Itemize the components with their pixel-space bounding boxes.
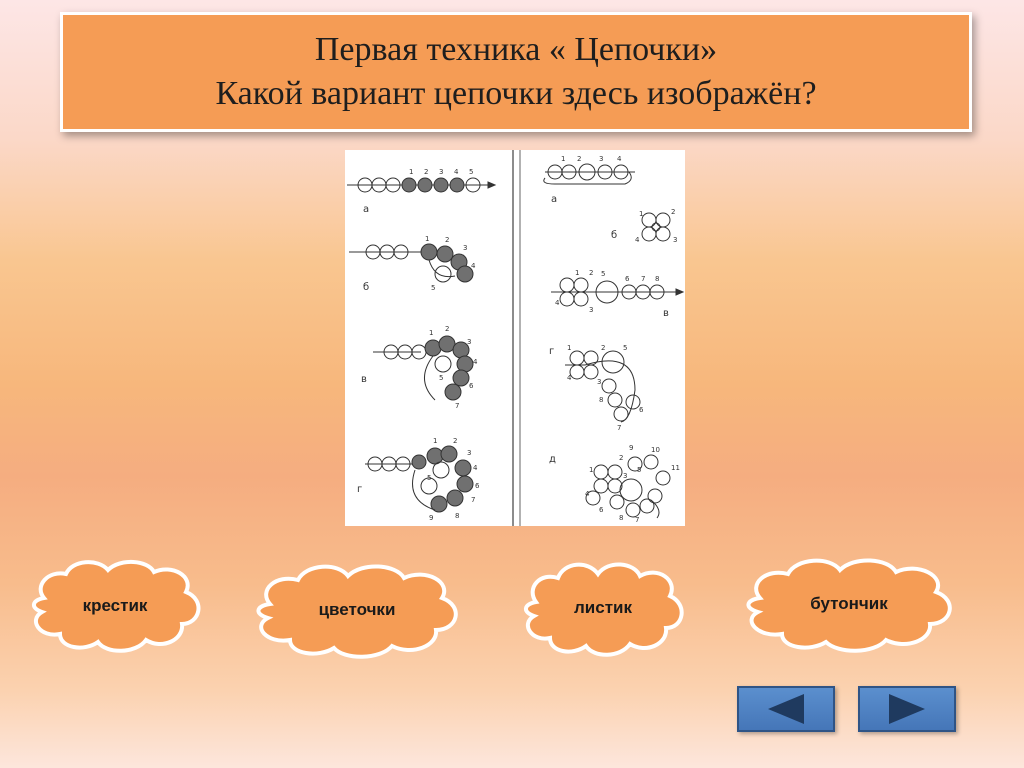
triangle-left-icon (764, 692, 808, 726)
left-row-g-diagram (357, 437, 480, 522)
svg-text:1: 1 (575, 269, 580, 277)
svg-text:а: а (551, 194, 558, 205)
left-a-num-3: 3 (439, 168, 444, 176)
svg-text:3: 3 (673, 236, 678, 244)
svg-text:8: 8 (619, 514, 624, 522)
svg-text:5: 5 (439, 374, 444, 382)
left-v-letter: в (361, 374, 367, 385)
svg-text:3: 3 (599, 155, 604, 163)
svg-text:1: 1 (425, 235, 430, 243)
svg-text:4: 4 (567, 374, 572, 382)
right-row-d-diagram (549, 444, 680, 524)
svg-text:1: 1 (561, 155, 566, 163)
svg-text:4: 4 (585, 490, 590, 498)
answer-label: крестик (82, 596, 148, 615)
svg-text:6: 6 (475, 482, 480, 490)
svg-text:2: 2 (445, 236, 450, 244)
right-row-b-diagram (611, 208, 677, 244)
right-row-a-diagram (544, 155, 635, 205)
left-a-letter: а (363, 204, 370, 215)
svg-text:3: 3 (597, 378, 602, 386)
svg-text:3: 3 (467, 449, 472, 457)
svg-text:5: 5 (637, 466, 642, 474)
svg-text:2: 2 (453, 437, 458, 445)
svg-text:2: 2 (619, 454, 624, 462)
svg-text:1: 1 (567, 344, 572, 352)
svg-text:11: 11 (671, 464, 680, 472)
svg-text:7: 7 (635, 516, 640, 524)
svg-text:7: 7 (617, 424, 622, 432)
svg-text:3: 3 (589, 306, 594, 314)
answer-butonchik-button[interactable] (738, 556, 960, 656)
title-line-2: Какой вариант цепочки здесь изображён? (215, 75, 817, 112)
svg-text:6: 6 (599, 506, 604, 514)
left-a-num-5: 5 (469, 168, 474, 176)
left-row-b-diagram (349, 235, 476, 293)
svg-text:1: 1 (429, 329, 434, 337)
svg-text:2: 2 (577, 155, 582, 163)
svg-text:4: 4 (635, 236, 640, 244)
svg-text:7: 7 (455, 402, 460, 410)
right-row-g-diagram (549, 344, 644, 432)
forward-button[interactable] (858, 686, 956, 732)
answer-krestik-button[interactable] (24, 556, 206, 656)
svg-text:9: 9 (429, 514, 434, 522)
svg-text:2: 2 (445, 325, 450, 333)
svg-text:7: 7 (471, 496, 476, 504)
svg-text:4: 4 (473, 464, 478, 472)
left-row-v-diagram (361, 325, 478, 410)
svg-text:4: 4 (617, 155, 622, 163)
svg-text:4: 4 (473, 358, 478, 366)
svg-text:10: 10 (651, 446, 660, 454)
svg-text:8: 8 (655, 275, 660, 283)
left-a-num-2: 2 (424, 168, 429, 176)
left-a-num-1: 1 (409, 168, 414, 176)
svg-text:3: 3 (463, 244, 468, 252)
svg-text:2: 2 (589, 269, 594, 277)
svg-text:3: 3 (467, 338, 472, 346)
left-g-letter: г (357, 484, 363, 495)
svg-text:6: 6 (625, 275, 630, 283)
svg-text:8: 8 (599, 396, 604, 404)
title-box (60, 12, 972, 132)
title-line-1: Первая техника « Цепочки» (314, 31, 718, 68)
left-b-letter: б (363, 282, 370, 293)
svg-text:9: 9 (629, 444, 634, 452)
svg-text:4: 4 (471, 262, 476, 270)
answer-label: цветочки (318, 600, 396, 619)
svg-text:6: 6 (639, 406, 644, 414)
svg-text:б: б (611, 230, 618, 241)
svg-text:8: 8 (455, 512, 460, 520)
answer-label: листик (574, 598, 632, 617)
svg-text:2: 2 (671, 208, 676, 216)
triangle-right-icon (885, 692, 929, 726)
answer-listik-button[interactable] (518, 558, 688, 658)
svg-text:г: г (549, 346, 555, 357)
left-a-num-4: 4 (454, 168, 459, 176)
answer-label: бутончик (810, 594, 888, 613)
svg-text:5: 5 (623, 344, 628, 352)
answer-cvetochki-button[interactable] (248, 560, 466, 660)
svg-text:6: 6 (469, 382, 474, 390)
svg-text:1: 1 (639, 210, 644, 218)
svg-text:7: 7 (641, 275, 646, 283)
svg-text:1: 1 (589, 466, 594, 474)
svg-text:5: 5 (431, 284, 436, 292)
svg-text:5: 5 (601, 270, 606, 278)
right-row-v-diagram (551, 269, 683, 319)
svg-text:4: 4 (555, 299, 560, 307)
back-button[interactable] (737, 686, 835, 732)
svg-text:2: 2 (601, 344, 606, 352)
svg-text:д: д (549, 454, 556, 465)
left-row-a-diagram (347, 168, 495, 215)
svg-text:5: 5 (427, 474, 432, 482)
svg-text:1: 1 (433, 437, 438, 445)
chain-technique-diagram (345, 150, 685, 526)
svg-text:3: 3 (623, 472, 628, 480)
svg-text:в: в (663, 308, 669, 319)
